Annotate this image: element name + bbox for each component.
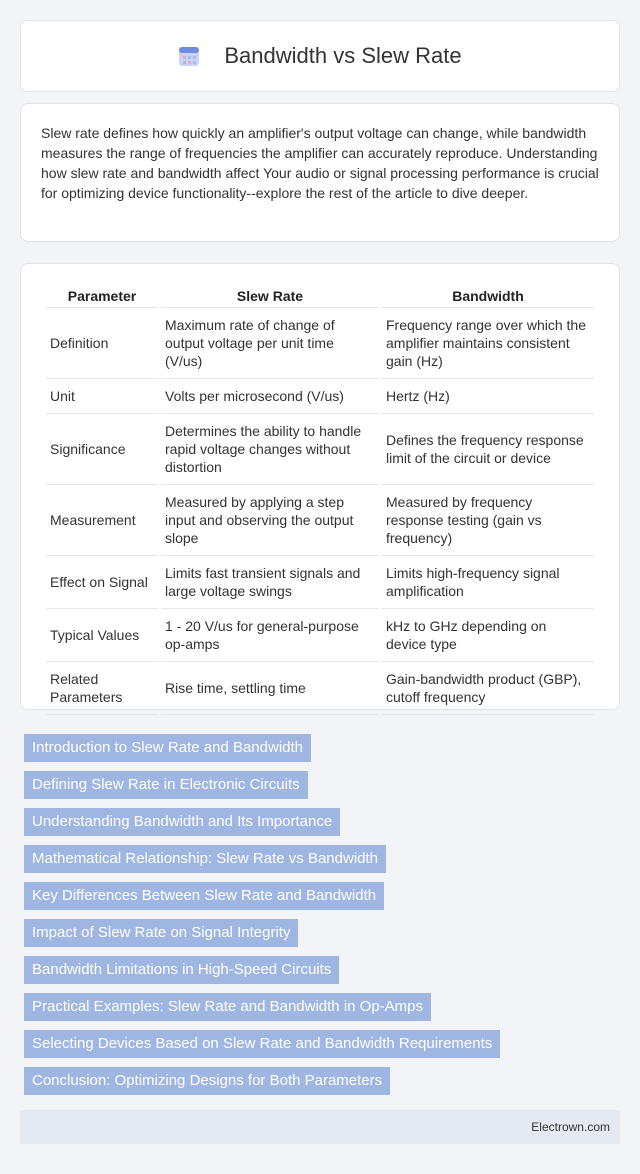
cell-slew-rate: 1 - 20 V/us for general-purpose op-amps — [161, 609, 379, 662]
cell-slew-rate: Rise time, settling time — [161, 662, 379, 715]
table-header-row — [46, 282, 594, 308]
cell-bandwidth: Hertz (Hz) — [382, 379, 594, 414]
header-parameter: Parameter — [46, 282, 158, 308]
topic-link[interactable]: Key Differences Between Slew Rate and Bandwidth — [24, 882, 384, 910]
cell-slew-rate: Maximum rate of change of output voltage per unit time (V/us) — [161, 308, 379, 379]
cell-slew-rate: Determines the ability to handle rapid voltage changes without distortion — [161, 414, 379, 485]
comparison-table-card — [20, 263, 620, 710]
cell-bandwidth: Limits high-frequency signal amplification — [382, 556, 594, 609]
table-row — [46, 556, 594, 609]
topic-link[interactable]: Introduction to Slew Rate and Bandwidth — [24, 734, 311, 762]
calendar-icon — [178, 45, 200, 67]
table-row — [46, 485, 594, 556]
table-row — [46, 308, 594, 379]
topic-link[interactable]: Understanding Bandwidth and Its Importance — [24, 808, 340, 836]
cell-bandwidth: Measured by frequency response testing (gain vs frequency) — [382, 485, 594, 556]
intro-card — [20, 103, 620, 242]
page-title: Bandwidth vs Slew Rate — [224, 43, 462, 68]
cell-parameter: Definition — [46, 308, 158, 379]
table-row — [46, 379, 594, 414]
header-slew-rate: Slew Rate — [161, 282, 379, 308]
topic-link[interactable]: Selecting Devices Based on Slew Rate and Bandwidth Requirements — [24, 1030, 500, 1058]
topic-link[interactable]: Impact of Slew Rate on Signal Integrity — [24, 919, 298, 947]
footer-brand: Electrown.com — [531, 1120, 610, 1134]
topic-link[interactable]: Bandwidth Limitations in High-Speed Circuits — [24, 956, 339, 984]
cell-slew-rate: Volts per microsecond (V/us) — [161, 379, 379, 414]
intro-paragraph: Slew rate defines how quickly an amplifier's output voltage can change, while bandwidth measures the range of frequencies the amplifier can accurately reproduce. Understanding how slew rate and bandwidth affect Your audio or signal processing performance is crucial for optimizing device functionality--explore the rest of the article to dive deeper. — [41, 125, 599, 201]
table-row — [46, 414, 594, 485]
table-row — [46, 662, 594, 715]
cell-parameter: Significance — [46, 414, 158, 485]
cell-parameter: Related Parameters — [46, 662, 158, 715]
cell-bandwidth: Frequency range over which the amplifier maintains consistent gain (Hz) — [382, 308, 594, 379]
cell-parameter: Measurement — [46, 485, 158, 556]
topic-link[interactable]: Practical Examples: Slew Rate and Bandwidth in Op-Amps — [24, 993, 431, 1021]
cell-parameter: Typical Values — [46, 609, 158, 662]
cell-parameter: Unit — [46, 379, 158, 414]
cell-bandwidth: Gain-bandwidth product (GBP), cutoff frequency — [382, 662, 594, 715]
cell-slew-rate: Limits fast transient signals and large voltage swings — [161, 556, 379, 609]
cell-parameter: Effect on Signal — [46, 556, 158, 609]
topic-links — [24, 734, 500, 1104]
cell-bandwidth: Defines the frequency response limit of the circuit or device — [382, 414, 594, 485]
cell-bandwidth: kHz to GHz depending on device type — [382, 609, 594, 662]
topic-link[interactable]: Mathematical Relationship: Slew Rate vs Bandwidth — [24, 845, 386, 873]
footer — [20, 1110, 620, 1144]
comparison-table — [43, 282, 597, 715]
topic-link[interactable]: Defining Slew Rate in Electronic Circuits — [24, 771, 308, 799]
cell-slew-rate: Measured by applying a step input and observing the output slope — [161, 485, 379, 556]
header-bandwidth: Bandwidth — [382, 282, 594, 308]
title-card — [20, 20, 620, 92]
topic-link[interactable]: Conclusion: Optimizing Designs for Both Parameters — [24, 1067, 390, 1095]
table-row — [46, 609, 594, 662]
